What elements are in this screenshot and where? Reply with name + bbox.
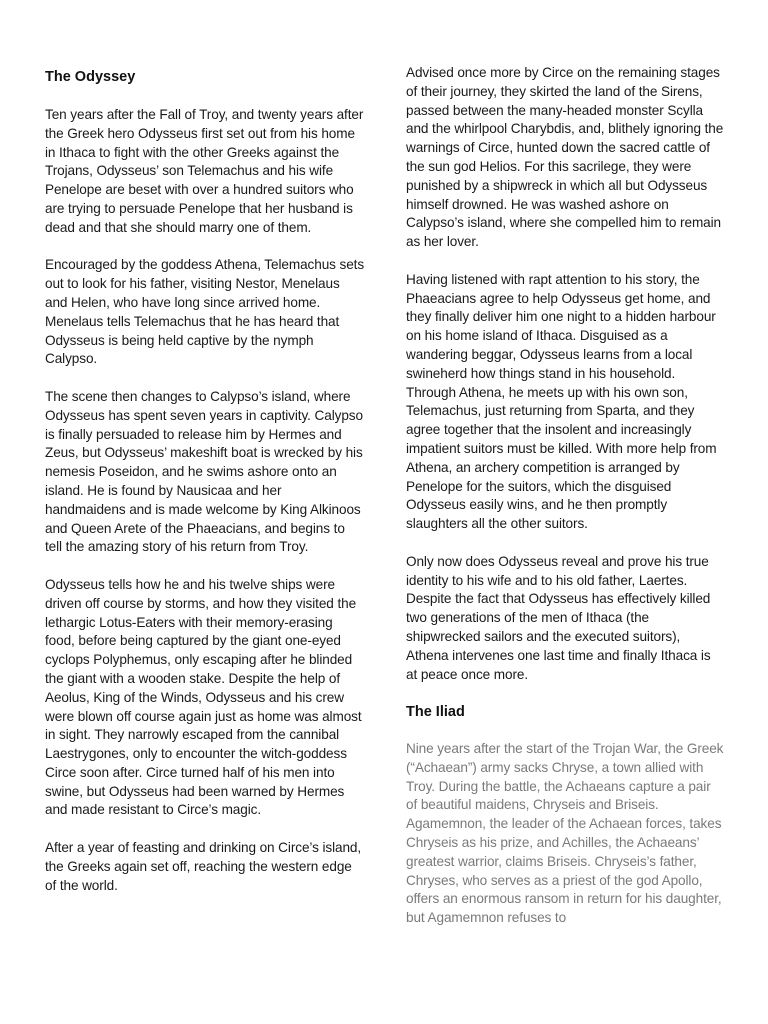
paragraph: Only now does Odysseus reveal and prove his true identity to his wife and to his old father, Laertes. Despite the fact that Odysseus has effectively killed two generations of the men of Ithaca (the shipwrecked sailors and the executed suitors), Athena intervenes one last time and finally Ithaca is at peace once more.: [406, 553, 711, 682]
paragraph: Having listened with rapt attention to his story, the Phaeacians agree to help Odysseus get home, and they finally deliver him one night to a hidden harbour on his home island of Ithaca. Disguised as a wandering beggar, Odysseus learns from a local swineherd how things stand in his household. Through Athena, he meets up with his own son, Telemachus, just returning from Sparta, and they agree together that the insolent and increasingly impatient suitors must be killed. With more help from Athena, an archery competition is arranged by Penelope for the suitors, which the disguised Odysseus easily wins, and he then promptly slaughters all the other suitors.: [406, 271, 717, 532]
paragraph: The scene then changes to Calypso’s island, where Odysseus has spent seven years in captivity. Calypso is finally persuaded to release him by Hermes and Zeus, but Odysseus’ makeshift boat is wrecked by his nemesis Poseidon, and he swims ashore onto an island. He is found by Nausicaa and her handmaidens and is made welcome by King Alkinoos and Queen Arete of the Phaeacians, and begins to tell the amazing story of his return from Troy.: [45, 388, 363, 555]
left-column: [45, 64, 365, 914]
paragraph: Ten years after the Fall of Troy, and twenty years after the Greek hero Odysseus first set out from his home in Ithaca to fight with the other Greeks against the Trojans, Odysseus’ son Telemachus and his wife Penelope are beset with over a hundred suitors who are trying to persuade Penelope that her husband is dead and that she should marry one of them.: [45, 107, 364, 235]
paragraph: Advised once more by Circe on the remaining stages of their journey, they skirted the land of the Sirens, passed between the many-headed monster Scylla and the whirlpool Charybdis, and, blithely ignoring the warnings of Circe, hunted down the sacred cattle of the sun god Helios. For this sacrilege, they were punished by a shipwreck in which all but Odysseus himself drowned. He was washed ashore on Calypso’s island, where she compelled him to remain as her lover.: [406, 65, 724, 250]
paragraph: Encouraged by the goddess Athena, Telemachus sets out to look for his father, visiting Nestor, Menelaus and Helen, who have long since arrived home. Menelaus tells Telemachus that he has heard that Odysseus is being held captive by the nymph Calypso.: [45, 257, 365, 367]
iliad-heading: The Iliad: [406, 704, 465, 721]
paragraph: After a year of feasting and drinking on Circe’s island, the Greeks again set off, reaching the western edge of the world.: [45, 840, 362, 893]
right-column: [406, 64, 724, 947]
iliad-paragraph: Nine years after the start of the Trojan War, the Greek (“Achaean”) army sacks Chryse, a town allied with Troy. During the battle, the Achaeans capture a pair of beautiful maidens, Chryseis and Briseis. Agamemnon, the leader of the Achaean forces, takes Chryseis as his prize, and Achilles, the Achaeans’ greatest warrior, claims Briseis. Chryseis’s father, Chryses, who serves as a priest of the god Apollo, offers an enormous ransom in return for his daughter, but Agamemnon refuses to: [406, 741, 724, 926]
paragraph: Odysseus tells how he and his twelve ships were driven off course by storms, and how they visited the lethargic Lotus-Eaters with their memory-erasing food, before being captured by the giant one-eyed cyclops Polyphemus, only escaping after he blinded the giant with a wooden stake. Despite the help of Aeolus, King of the Winds, Odysseus and his crew were blown off course again just as home was almost in sight. They narrowly escaped from the cannibal Laestrygones, only to encounter the witch-goddess Circe soon after. Circe turned half of his men into swine, but Odysseus had been warned by Hermes and made resistant to Circe’s magic.: [45, 576, 362, 818]
odyssey-heading: The Odyssey: [45, 69, 136, 85]
